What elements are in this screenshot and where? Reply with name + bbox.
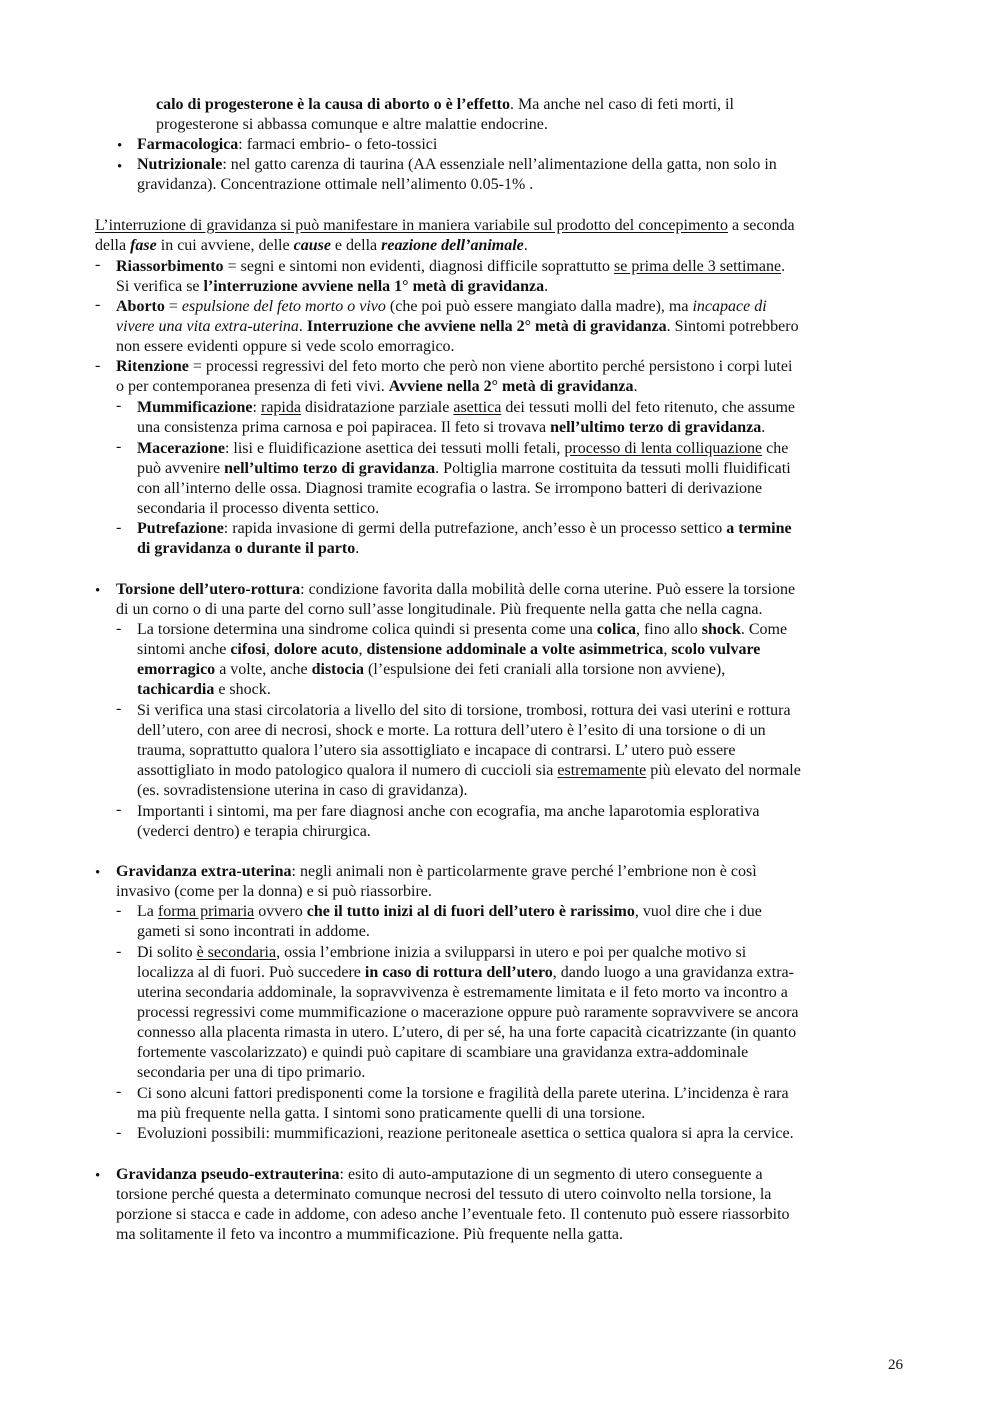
dash-icon: -	[95, 256, 101, 273]
torsione-sub-1-line-2: sintomi anche cifosi, dolore acuto, distensione addominale a volte asimmetrica, scolo vulvare	[137, 641, 761, 658]
bullet-icon: •	[117, 138, 123, 154]
dash-icon: -	[116, 1124, 122, 1141]
dash-icon: -	[116, 801, 122, 818]
item-nutrizionale-cont: gravidanza). Concentrazione ottimale nell’alimento 0.05-1% .	[137, 176, 534, 193]
dash-icon: -	[95, 296, 101, 313]
item-farmacologica: Farmacologica: farmaci embrio- o feto-tossici	[137, 136, 438, 153]
extrauterina-sub-2-line-6: fortemente vascolarizzato) e quindi può capitare di scambiare una gravidanza extra-addominale	[137, 1044, 749, 1061]
extrauterina-sub-2-line-4: processi regressivi come mummificazione o macerazione oppure può raramente sopravvivere se ancora	[137, 1004, 799, 1021]
item-macerazione: Macerazione: lisi e fluidificazione asettica dei tessuti molli fetali, processo di lenta colliquazione che	[137, 440, 789, 457]
torsione-sub-2-line-1: Si verifica una stasi circolatoria a livello del sito di torsione, trombosi, rottura dei vasi uterini e rottura	[137, 702, 791, 719]
torsione-sub-1-line-4: tachicardia e shock.	[137, 681, 271, 698]
item-ritenzione-cont: o per contemporanea presenza di feti vivi. Avviene nella 2° metà di gravidanza.	[116, 378, 638, 395]
item-extrauterina: Gravidanza extra-uterina: negli animali non è particolarmente grave perché l’embrione non è così	[116, 863, 757, 880]
extrauterina-sub-3-line-1: Ci sono alcuni fattori predisponenti come la torsione e fragilità della parete uterina. L’incidenza è rara	[137, 1085, 789, 1102]
item-putrefazione-cont: di gravidanza o durante il parto.	[137, 540, 360, 557]
item-riassorbimento-cont: Si verifica se l’interruzione avviene nella 1° metà di gravidanza.	[116, 278, 549, 295]
item-torsione: Torsione dell’utero-rottura: condizione favorita dalla mobilità delle corna uterine. Può essere la torsione	[116, 581, 796, 598]
item-torsione-cont: di un corno o di una parte del corno sull’asse longitudinale. Più frequente nella gatta che nella cagna.	[116, 601, 763, 618]
item-pseudo-cont-1: torsione perché questa a determinato comunque necrosi del tessuto di utero coinvolto nella torsione, la	[116, 1186, 772, 1203]
continuation-line-1: calo di progesterone è la causa di aborto o è l’effetto. Ma anche nel caso di feti morti, il	[156, 96, 734, 113]
item-pseudo-cont-3: ma solitamente il feto va incontro a mummificazione. Più frequente nella gatta.	[116, 1226, 623, 1243]
dash-icon: -	[116, 620, 122, 637]
continuation-line-2: progesterone si abbassa comunque e altre malattie endocrine.	[156, 116, 548, 133]
item-macerazione-cont-2: con all’interno delle ossa. Diagnosi tramite ecografia o lastra. Se irrompono batteri di derivazione	[137, 480, 763, 497]
item-pseudo: Gravidanza pseudo-extrauterina: esito di auto-amputazione di un segmento di utero conseguente a	[116, 1166, 763, 1183]
torsione-sub-2-line-3: trauma, soprattutto qualora l’utero sia assottigliato e incapace di contrarsi. L’ utero può essere	[137, 742, 736, 759]
bullet-icon: •	[117, 159, 123, 175]
item-macerazione-cont-3: secondaria il processo diventa settico.	[137, 500, 380, 517]
extrauterina-sub-3-line-2: ma più frequente nella gatta. I sintomi sono praticamente quelli di una torsione.	[137, 1105, 646, 1122]
extrauterina-sub-1-line-1: La forma primaria ovvero che il tutto inizi al di fuori dell’utero è rarissimo, vuol dire che i due	[137, 903, 762, 920]
page-number: 26	[888, 1357, 903, 1373]
torsione-sub-1-line-3: emorragico a volte, anche distocia (l’espulsione dei feti craniali alla torsione non avviene),	[137, 661, 726, 678]
dash-icon: -	[116, 902, 122, 919]
extrauterina-sub-2-line-3: uterina secondaria addominale, la sopravvivenza è estremamente limitata e il feto morto va incontro a	[137, 984, 788, 1001]
item-mummificazione: Mummificazione: rapida disidratazione parziale asettica dei tessuti molli del feto ritenuto, che assume	[137, 399, 796, 416]
torsione-sub-3-line-1: Importanti i sintomi, ma per fare diagnosi anche con ecografia, ma anche laparotomia esplorativa	[137, 803, 760, 820]
torsione-sub-3-line-2: (vederci dentro) e terapia chirurgica.	[137, 823, 371, 840]
intro-line-2: della fase in cui avviene, delle cause e della reazione dell’animale.	[95, 237, 528, 254]
dash-icon: -	[116, 438, 122, 455]
extrauterina-sub-2-line-2: localizza al di fuori. Può succedere in caso di rottura dell’utero, dando luogo a una gravidanza extra-	[137, 964, 794, 981]
item-macerazione-cont-1: può avvenire nell’ultimo terzo di gravidanza. Poltiglia marrone costituita da tessuti molli fluidificati	[137, 460, 791, 477]
item-ritenzione: Ritenzione = processi regressivi del feto morto che però non viene abortito perché persistono i corpi lutei	[116, 358, 793, 375]
item-aborto-cont-2: non essere evidenti oppure si vede scolo emorragico.	[116, 338, 455, 355]
dash-icon: -	[116, 700, 122, 717]
bullet-icon: •	[95, 1168, 101, 1184]
item-aborto: Aborto = espulsione del feto morto o vivo (che poi può essere mangiato dalla madre), ma incapace di	[116, 298, 767, 315]
extrauterina-sub-2-line-1: Di solito è secondaria, ossia l’embrione inizia a svilupparsi in utero e poi per qualche motivo si	[137, 944, 747, 961]
extrauterina-sub-2-line-5: connesso alla placenta rimasta in utero. L’utero, di per sé, ha una forte capacità cicatrizzante (in quanto	[137, 1024, 797, 1041]
dash-icon: -	[116, 943, 122, 960]
dash-icon: -	[95, 357, 101, 374]
bullet-icon: •	[95, 865, 101, 881]
dash-icon: -	[116, 519, 122, 536]
dash-icon: -	[116, 397, 122, 414]
dash-icon: -	[116, 1083, 122, 1100]
extrauterina-sub-1-line-2: gameti si sono incontrati in addome.	[137, 923, 370, 940]
bullet-icon: •	[95, 583, 101, 599]
torsione-sub-2-line-4: assottigliato in modo patologico qualora il numero di cuccioli sia estremamente più elevato del normale	[137, 762, 801, 779]
extrauterina-sub-2-line-7: secondaria per una di tipo primario.	[137, 1064, 366, 1081]
torsione-sub-2-line-2: dell’utero, con aree di necrosi, shock e morte. La rottura dell’utero è l’esito di una torsione o di un	[137, 722, 766, 739]
intro-line-1: L’interruzione di gravidanza si può manifestare in maniera variabile sul prodotto del concepimento a seconda	[95, 217, 795, 234]
item-putrefazione: Putrefazione: rapida invasione di germi della putrefazione, anch’esso è un processo settico a termine	[137, 520, 792, 537]
item-aborto-cont-1: vivere una vita extra-uterina. Interruzione che avviene nella 2° metà di gravidanza. Sintomi potrebbero	[116, 318, 799, 335]
item-riassorbimento: Riassorbimento = segni e sintomi non evidenti, diagnosi difficile soprattutto se prima delle 3 settimane.	[116, 258, 786, 275]
item-mummificazione-cont: una consistenza prima carnosa e poi papiracea. Il feto si trovava nell’ultimo terzo di gravidanza.	[137, 419, 766, 436]
torsione-sub-1-line-1: La torsione determina una sindrome colica quindi si presenta come una colica, fino allo shock. Come	[137, 621, 788, 638]
item-nutrizionale: Nutrizionale: nel gatto carenza di taurina (AA essenziale nell’alimentazione della gatta, non solo in	[137, 156, 777, 173]
extrauterina-sub-4-line-1: Evoluzioni possibili: mummificazioni, reazione peritoneale asettica o settica qualora si apra la cervice.	[137, 1125, 794, 1142]
item-extrauterina-cont: invasivo (come per la donna) e si può riassorbire.	[116, 883, 432, 900]
torsione-sub-2-line-5: (es. sovradistensione uterina in caso di gravidanza).	[137, 782, 468, 799]
item-pseudo-cont-2: porzione si stacca e cade in addome, con adeso anche l’eventuale feto. Il contenuto può essere riassorbito	[116, 1206, 790, 1223]
